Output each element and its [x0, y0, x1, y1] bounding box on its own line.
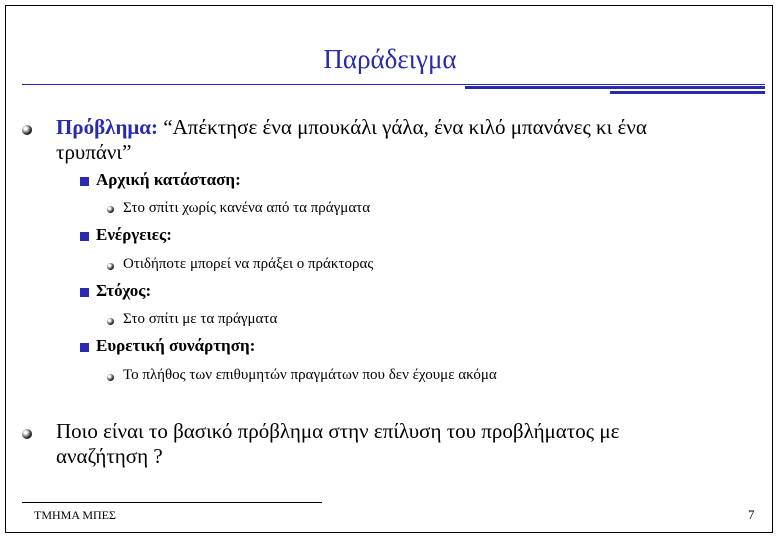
page-number: 7 [748, 507, 755, 522]
problem-statement [22, 115, 722, 165]
question-statement [22, 419, 722, 469]
problem-label: Πρόβλημα: [56, 115, 158, 139]
section-heading-heuristic: Ευρετική συνάρτηση: [96, 336, 256, 355]
square-bullet-icon [80, 343, 89, 352]
section-heading-actions: Ενέργειες: [96, 225, 172, 244]
section-heading-initial-state: Αρχική κατάσταση: [96, 170, 241, 189]
slide-title: Παράδειγμα [323, 44, 457, 74]
section-item-goal: Στο σπίτι με τα πράγματα [123, 311, 278, 327]
title-underline [22, 84, 765, 85]
footer-department: ΤΜΗΜΑ ΜΠΕΣ [34, 508, 116, 522]
title-accent-bar-lower [610, 91, 765, 94]
title-accent-bar [465, 86, 765, 89]
section-heading-goal: Στόχος: [96, 281, 152, 300]
problem-text-line1: “Απέκτησε ένα μπουκάλι γάλα, ένα κιλό μπανάνες κι ένα [163, 115, 647, 139]
question-line1: Ποιο είναι το βασικό πρόβλημα στην επίλυση του προβλήματος με [56, 419, 620, 443]
bullet-icon [107, 263, 114, 270]
square-bullet-icon [80, 232, 89, 241]
bullet-icon [107, 206, 114, 213]
question-line2: αναζήτηση ? [56, 444, 163, 468]
problem-text-line2: τρυπάνι” [56, 140, 132, 164]
section-item-heuristic: Το πλήθος των επιθυμητών πραγμάτων που δεν έχουμε ακόμα [123, 367, 497, 383]
square-bullet-icon [80, 177, 89, 186]
bullet-icon [107, 374, 114, 381]
footer-divider [22, 502, 322, 503]
square-bullet-icon [80, 288, 89, 297]
section-item-initial-state: Στο σπίτι χωρίς κανένα από τα πράγματα [123, 200, 371, 216]
section-item-actions: Οτιδήποτε μπορεί να πράξει ο πράκτορας [123, 256, 374, 272]
bullet-icon [107, 318, 114, 325]
